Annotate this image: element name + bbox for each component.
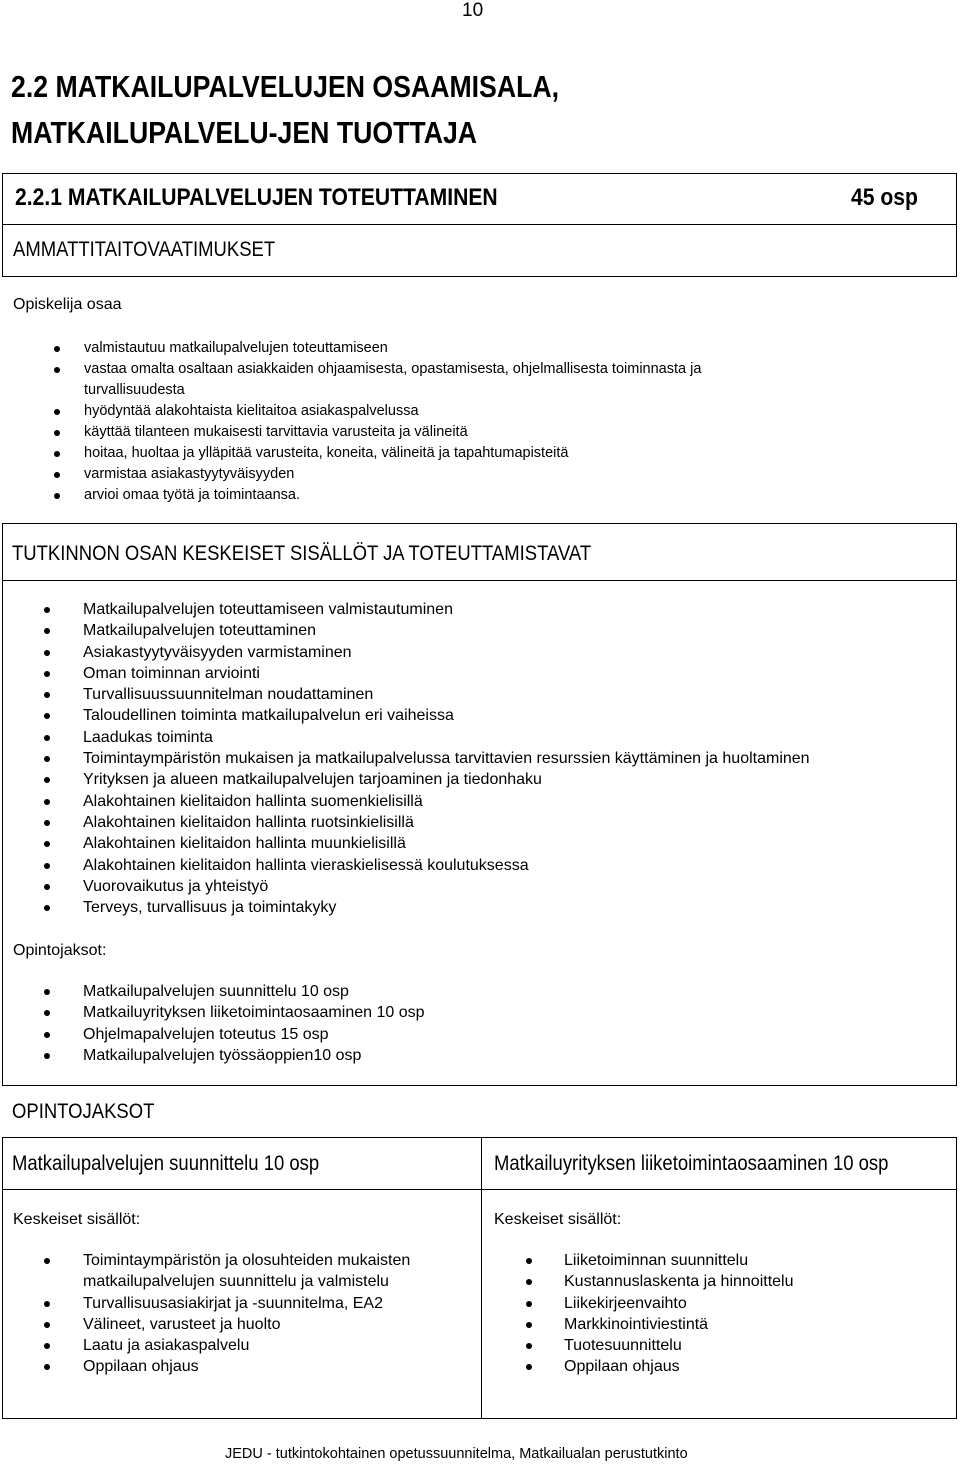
bullet-icon bbox=[44, 628, 50, 634]
list-item: Liiketoiminnan suunnittelu bbox=[526, 1250, 946, 1271]
bullet-icon bbox=[54, 430, 60, 436]
list-item: Laatu ja asiakaspalvelu bbox=[44, 1335, 464, 1356]
list-item: Toimintaympäristön mukaisen ja matkailupalvelussa tarvittavien resurssien käyttäminen ja huoltaminen bbox=[44, 748, 944, 769]
list-item: Välineet, varusteet ja huolto bbox=[44, 1314, 464, 1335]
list-item: Ohjelmapalvelujen toteutus 15 osp bbox=[44, 1024, 744, 1045]
list-item: Alakohtainen kielitaidon hallinta muunkielisillä bbox=[44, 833, 944, 854]
list-item: Kustannuslaskenta ja hinnoittelu bbox=[526, 1271, 946, 1292]
contents-list bbox=[44, 599, 944, 918]
list-item: Turvallisuussuunnitelman noudattaminen bbox=[44, 684, 944, 705]
bullet-icon bbox=[526, 1364, 532, 1370]
bullet-icon bbox=[44, 650, 50, 656]
list-item: varmistaa asiakastyytyväisyyden bbox=[54, 464, 754, 485]
right-unit-title: Matkailuyrityksen liiketoimintaosaaminen 10 osp bbox=[494, 1152, 889, 1175]
bullet-icon bbox=[526, 1301, 532, 1307]
bullet-icon bbox=[44, 1364, 50, 1370]
list-item: Tuotesuunnittelu bbox=[526, 1335, 946, 1356]
divider bbox=[2, 1137, 957, 1138]
list-item: Alakohtainen kielitaidon hallinta suomenkielisillä bbox=[44, 791, 944, 812]
bullet-icon bbox=[44, 607, 50, 613]
bullet-icon bbox=[44, 884, 50, 890]
requirements-intro: Opiskelija osaa bbox=[13, 296, 122, 313]
bullet-icon bbox=[44, 1343, 50, 1349]
requirements-heading: AMMATTITAITOVAATIMUKSET bbox=[13, 238, 276, 261]
requirements-box bbox=[2, 224, 957, 277]
list-item: Oppilaan ohjaus bbox=[44, 1356, 464, 1377]
list-item: Terveys, turvallisuus ja toimintakyky bbox=[44, 897, 944, 918]
page-footer: JEDU - tutkintokohtainen opetussuunnitelma, Matkailualan perustutkinto bbox=[225, 1446, 688, 1462]
list-item: Turvallisuusasiakirjat ja -suunnitelma, EA2 bbox=[44, 1293, 464, 1314]
box-left-border bbox=[2, 1137, 3, 1419]
bullet-icon bbox=[44, 1032, 50, 1038]
list-item: Liikekirjeenvaihto bbox=[526, 1293, 946, 1314]
list-item: valmistautuu matkailupalvelujen toteuttamiseen bbox=[54, 338, 754, 359]
list-item: Matkailuyrityksen liiketoimintaosaaminen 10 osp bbox=[44, 1002, 744, 1023]
bullet-icon bbox=[44, 1322, 50, 1328]
module-credits: 45 osp bbox=[851, 184, 918, 211]
study-units-list bbox=[44, 981, 744, 1066]
list-item: Yrityksen ja alueen matkailupalvelujen tarjoaminen ja tiedonhaku bbox=[44, 769, 944, 790]
list-item: arvioi omaa työtä ja toimintaansa. bbox=[54, 485, 754, 506]
box-right-border bbox=[956, 1137, 957, 1419]
box-left-border bbox=[2, 523, 3, 1086]
bullet-icon bbox=[44, 692, 50, 698]
column-divider bbox=[481, 1137, 482, 1419]
bullet-icon bbox=[44, 841, 50, 847]
bullet-icon bbox=[54, 493, 60, 499]
right-unit-label: Keskeiset sisällöt: bbox=[494, 1211, 622, 1228]
requirements-list bbox=[54, 338, 754, 506]
list-item: hyödyntää alakohtaista kielitaitoa asiakaspalvelussa bbox=[54, 401, 754, 422]
page-number: 10 bbox=[462, 0, 484, 21]
bullet-icon bbox=[44, 671, 50, 677]
list-item: Taloudellinen toiminta matkailupalvelun eri vaiheissa bbox=[44, 705, 944, 726]
bullet-icon bbox=[54, 472, 60, 478]
bullet-icon bbox=[526, 1322, 532, 1328]
study-units-heading: OPINTOJAKSOT bbox=[12, 1100, 155, 1123]
bullet-icon bbox=[44, 1301, 50, 1307]
bullet-icon bbox=[44, 1258, 50, 1264]
contents-heading: TUTKINNON OSAN KESKEISET SISÄLLÖT JA TOTEUTTAMISTAVAT bbox=[12, 542, 592, 565]
list-item: Oppilaan ohjaus bbox=[526, 1356, 946, 1377]
bullet-icon bbox=[44, 820, 50, 826]
left-unit-title: Matkailupalvelujen suunnittelu 10 osp bbox=[12, 1152, 320, 1175]
bullet-icon bbox=[526, 1279, 532, 1285]
list-item: Asiakastyytyväisyyden varmistaminen bbox=[44, 642, 944, 663]
bullet-icon bbox=[44, 989, 50, 995]
divider bbox=[2, 523, 957, 524]
list-item: vastaa omalta osaltaan asiakkaiden ohjaamisesta, opastamisesta, ohjelmallisesta toiminnasta ja turvallisuudesta bbox=[54, 359, 754, 401]
bullet-icon bbox=[44, 756, 50, 762]
bullet-icon bbox=[44, 905, 50, 911]
module-title-box bbox=[2, 173, 957, 225]
list-item: Laadukas toiminta bbox=[44, 727, 944, 748]
list-item: Alakohtainen kielitaidon hallinta ruotsinkielisillä bbox=[44, 812, 944, 833]
page-title: 2.2 MATKAILUPALVELUJEN OSAAMISALA, MATKAILUPALVELU-JEN TUOTTAJA bbox=[11, 69, 560, 150]
list-item: hoitaa, huoltaa ja ylläpitää varusteita, koneita, välineitä ja tapahtumapisteitä bbox=[54, 443, 754, 464]
list-item: Matkailupalvelujen toteuttamiseen valmistautuminen bbox=[44, 599, 944, 620]
right-unit-list bbox=[526, 1250, 946, 1378]
bullet-icon bbox=[44, 863, 50, 869]
list-item: käyttää tilanteen mukaisesti tarvittavia varusteita ja välineitä bbox=[54, 422, 754, 443]
divider bbox=[2, 580, 957, 581]
list-item: Oman toiminnan arviointi bbox=[44, 663, 944, 684]
bullet-icon bbox=[44, 735, 50, 741]
list-item: Vuorovaikutus ja yhteistyö bbox=[44, 876, 944, 897]
list-item: Matkailupalvelujen työssäoppien10 osp bbox=[44, 1045, 744, 1066]
left-unit-list bbox=[44, 1250, 464, 1378]
bullet-icon bbox=[44, 777, 50, 783]
bullet-icon bbox=[44, 1010, 50, 1016]
bullet-icon bbox=[54, 346, 60, 352]
list-item: Toimintaympäristön ja olosuhteiden mukaisten matkailupalvelujen suunnittelu ja valmistelu bbox=[44, 1250, 464, 1293]
bullet-icon bbox=[44, 799, 50, 805]
bullet-icon bbox=[54, 367, 60, 373]
bullet-icon bbox=[526, 1258, 532, 1264]
bullet-icon bbox=[44, 1053, 50, 1059]
list-item: Markkinointiviestintä bbox=[526, 1314, 946, 1335]
study-units-label: Opintojaksot: bbox=[13, 942, 107, 959]
box-right-border bbox=[956, 523, 957, 1086]
divider bbox=[2, 1418, 957, 1419]
divider bbox=[2, 1085, 957, 1086]
list-item: Alakohtainen kielitaidon hallinta vieraskielisessä koulutuksessa bbox=[44, 855, 944, 876]
bullet-icon bbox=[54, 409, 60, 415]
bullet-icon bbox=[526, 1343, 532, 1349]
bullet-icon bbox=[44, 713, 50, 719]
list-item: Matkailupalvelujen toteuttaminen bbox=[44, 620, 944, 641]
bullet-icon bbox=[54, 451, 60, 457]
divider bbox=[2, 1189, 957, 1190]
list-item: Matkailupalvelujen suunnittelu 10 osp bbox=[44, 981, 744, 1002]
module-title: 2.2.1 MATKAILUPALVELUJEN TOTEUTTAMINEN bbox=[15, 184, 498, 211]
left-unit-label: Keskeiset sisällöt: bbox=[13, 1211, 141, 1228]
